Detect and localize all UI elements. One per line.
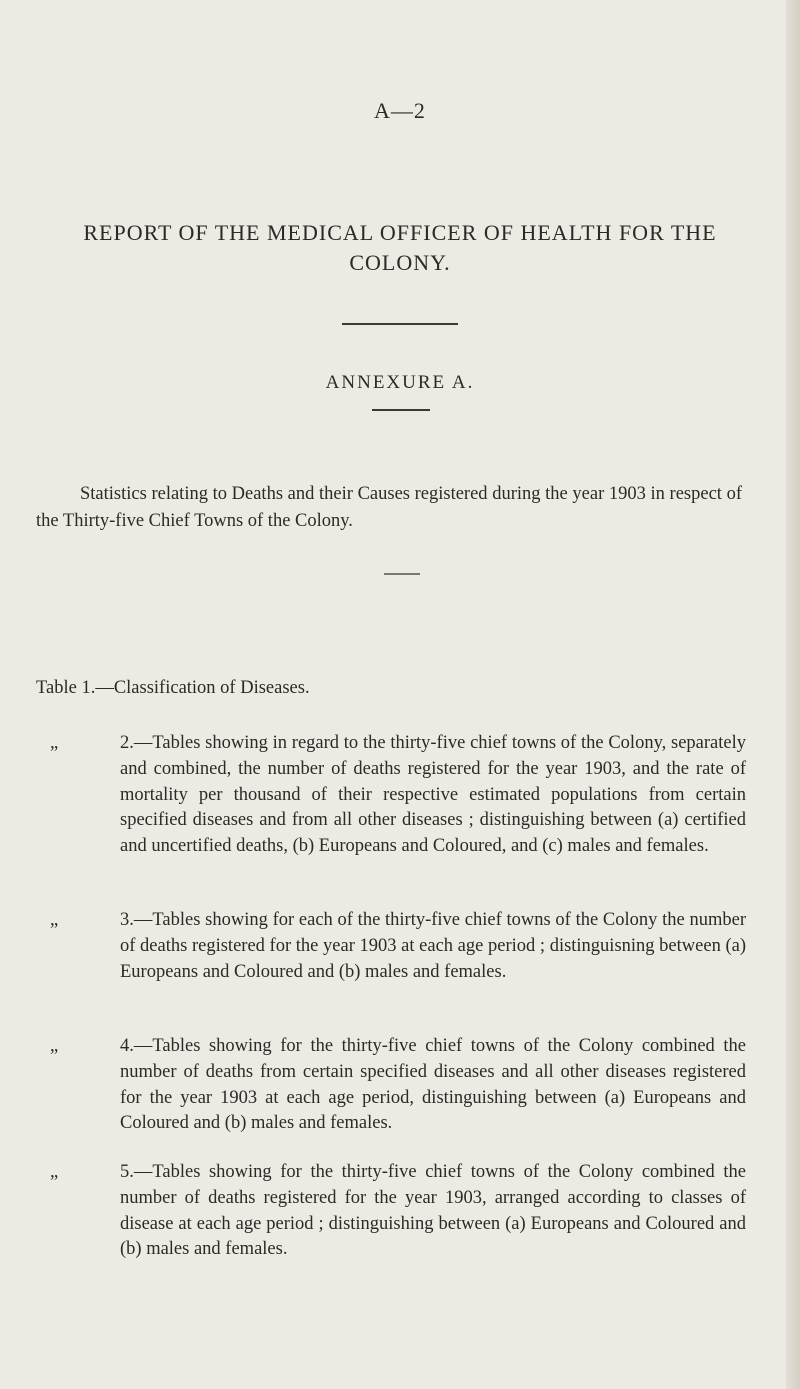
item-text: —Tables showing in regard to the thirty-five chief towns of the Colony, separately and combined, the number of deaths registered for the year 1903, and the rate of mortality per thousand of their respective estimated populations from certain specified diseases and from all other diseases ; distinguishing between (a) certified and uncertified deaths, (b) Europeans and Coloured, and (c) males and females. (120, 733, 746, 857)
item-text: —Tables showing for the thirty-five chief towns of the Colony combined the number of deaths registered for the year 1903, arranged according to classes of disease at each age period ; distinguishing between (a) Europeans and Coloured and (b) males and females. (120, 1162, 746, 1260)
item-number: 4. (120, 1036, 134, 1056)
ditto-mark: „ (50, 1036, 59, 1056)
item-number: 2. (120, 733, 134, 753)
item-body (120, 908, 746, 985)
item-body (120, 731, 746, 860)
report-title: REPORT OF THE MEDICAL OFFICER OF HEALTH FOR THE COLONY. (83, 220, 717, 275)
list-item-lead (36, 676, 310, 702)
title-divider (342, 323, 458, 325)
item-body (120, 1034, 746, 1137)
page-number: A—2 (374, 98, 426, 123)
ditto-mark: „ (50, 733, 59, 753)
item-number: 5. (120, 1162, 134, 1182)
annexure-divider (372, 409, 430, 411)
intro-paragraph: Statistics relating to Deaths and their Causes registered during the year 1903 in respect of the Thirty-five Chief Towns of the Colony. (36, 484, 742, 531)
annexure-title: ANNEXURE A. (325, 372, 475, 393)
item-text: —Classification of Diseases. (95, 678, 310, 698)
section-divider (384, 573, 420, 575)
item-text: —Tables showing for the thirty-five chief towns of the Colony combined the number of deaths from certain specified diseases and all other diseases registered for the year 1903 at each age period, distinguishing between (a) Europeans and Coloured and (b) males and females. (120, 1036, 746, 1134)
ditto-mark: „ (50, 910, 59, 930)
item-text: —Tables showing for each of the thirty-five chief towns of the Colony the number of deaths registered for the year 1903 at each age period ; distinguisning between (a) Europeans and Coloured and (b) males and females. (120, 910, 746, 982)
item-number: 1. (81, 678, 96, 698)
item-number: 3. (120, 910, 134, 930)
ditto-mark: „ (50, 1162, 59, 1182)
page-edge (786, 0, 800, 1389)
lead-word: Table (36, 678, 77, 698)
item-body (120, 1160, 746, 1263)
